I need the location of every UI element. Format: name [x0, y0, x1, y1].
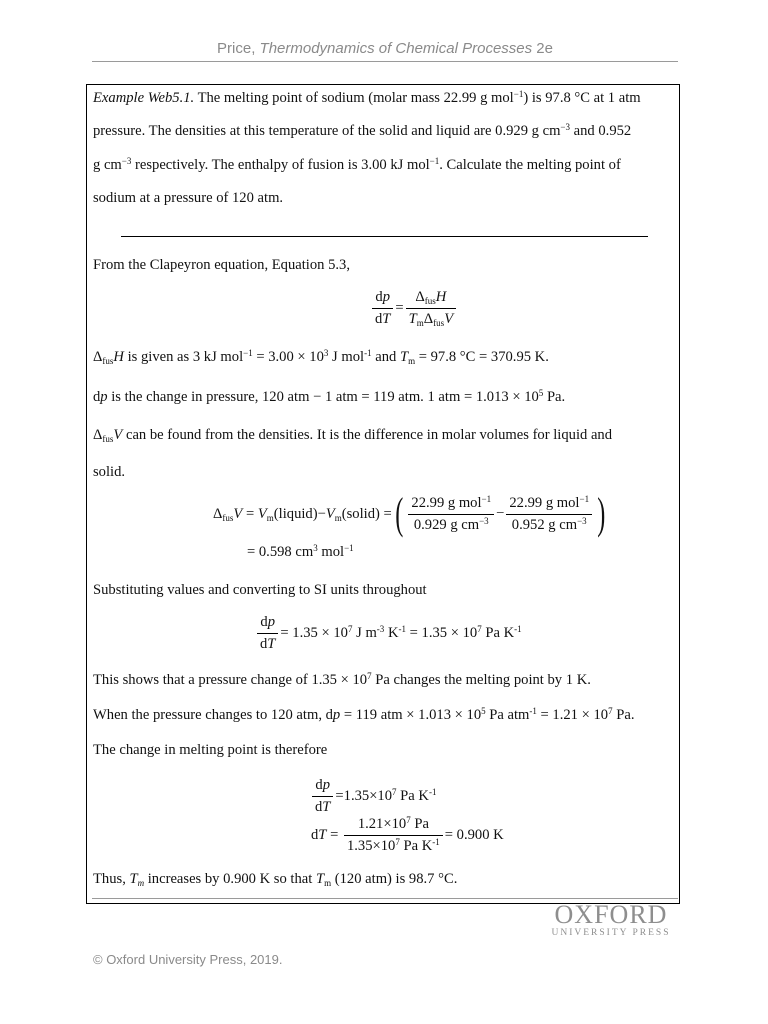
final-dpdt-equation: $\frac{dp}{dT}$ $=1.35\times 10^7$ Pa $K^{-1}$ — [310, 777, 436, 816]
copyright-notice: © Oxford University Press, 2019. — [93, 952, 283, 967]
dT-equation: dT = $\frac{1.21\times 10^7 Pa}{1.35\times 10^7 Pa K^{-1}}$ = 0.900 K — [311, 815, 504, 854]
problem-line-1: Example Web5.1. The melting point of sodium (molar mass 22.99 g mol$^{-1}$) is 97.8 °C at 1 atm — [93, 89, 641, 106]
volume-result: = 0.598 $cm^3$ mol$^{-1}$ — [247, 543, 354, 560]
problem-line-3: g $cm^{-3}$ respectively. The enthalpy of fusion is 3.00 kJ mol$^{-1}$. Calculate the melting point of — [93, 156, 621, 173]
conclusion-line: Thus, $T_m$ increases by 0.900 K so that $T_m$ (120 atm) is 98.7 °C. — [93, 871, 458, 888]
when-line: When the pressure changes to 120 atm, dp = 119 atm × $1.013 \times 10^5$ Pa $atm^{-1} = 1.21 \times 10^7$ Pa. — [93, 706, 635, 723]
clapeyron-equation: $\frac{dp}{dT}$ = $\frac{\Delta_{fus}H}{T_m\Delta_{fus}V}$ — [370, 289, 458, 328]
volume-line-2: solid. — [93, 464, 126, 480]
problem-line-4: sodium at a pressure of 120 atm. — [93, 190, 284, 206]
problem-line-2: pressure. The densities at this temperature of the solid and liquid are 0.929 g $cm^{-3}$ and 0.952 — [93, 122, 632, 139]
volume-equation: $\Delta_{fus}V$ = $V_m(liquid)-V_m(solid)$ =( $\frac{22.99 g mol^{-1}}{0.929 g cm^{-3}}$ − $\frac{22.99 g mol^{-1}}{0.952 g cm^{-3}}$ ) — [213, 489, 606, 538]
oxford-logo: OXFORD UNIVERSITY PRESS — [551, 900, 671, 938]
separator-rule — [121, 236, 648, 237]
shows-line: This shows that a pressure change of $1.35 \times 10^7$ Pa changes the melting point by 1 K. — [93, 671, 591, 688]
footer-rule — [92, 898, 678, 899]
header-rule — [92, 61, 678, 62]
enthalpy-line: $\Delta_{fus}H$ is given as 3 kJ $mol^{-1} = 3.00 \times 10^3$ J mol$^{-1}$ and $T_m = 97.8$ °C = 370.95 K. — [93, 348, 549, 366]
change-line: The change in melting point is therefore — [93, 742, 328, 758]
pressure-change-line: dp is the change in pressure, 120 atm − 1 atm = 119 atm. 1 atm = $1.013 \times 10^5$ Pa. — [93, 388, 566, 405]
substituting-line: Substituting values and converting to SI units throughout — [93, 582, 427, 598]
dpdt-equation: $\frac{dp}{dT}$ = $1.35 \times 10^7$ J $m^{-3}$ $K^{-1} = 1.35 \times 10^7$ Pa $K^{-1}$ — [255, 614, 522, 653]
running-header: Price, Thermodynamics of Chemical Processes 2e — [217, 40, 553, 57]
clapeyron-intro: From the Clapeyron equation, Equation 5.3, — [93, 257, 350, 273]
volume-line-1: $\Delta_{fus}V$ can be found from the densities. It is the difference in molar volumes for liquid and — [93, 427, 613, 444]
